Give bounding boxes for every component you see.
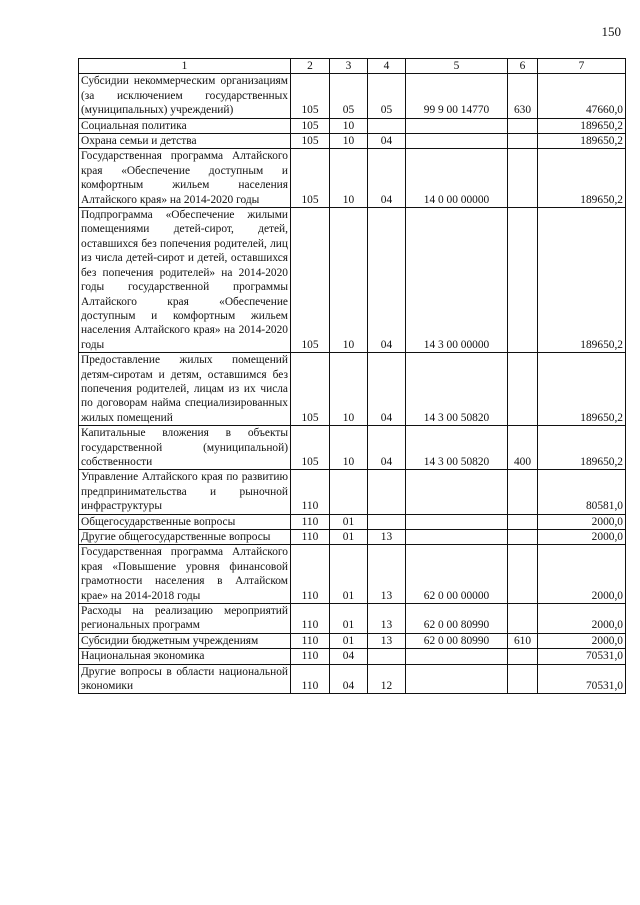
table-row [79,134,626,149]
row-amount: 189650,2 [538,426,626,470]
row-subsection-code: 04 [368,208,406,353]
row-ministry-code: 110 [291,514,330,529]
table-row [79,426,626,470]
table-row [79,530,626,545]
row-expense-type-code [508,514,538,529]
row-amount: 2000,0 [538,514,626,529]
row-expense-type-code [508,149,538,208]
row-target-article-code [406,664,508,694]
row-section-code: 10 [330,208,368,353]
row-expense-type-code [508,545,538,604]
row-amount: 2000,0 [538,545,626,604]
row-subsection-code: 04 [368,134,406,149]
row-section-code: 04 [330,649,368,664]
row-name: Предоставление жилых помещений детям-сиротам и детям, оставшимся без попечения родителей, лицам из их числа по договорам найма специализированных жилых помещений [79,353,291,426]
row-subsection-code [368,649,406,664]
row-expense-type-code [508,604,538,634]
row-amount: 80581,0 [538,470,626,514]
row-name: Социальная политика [79,118,291,133]
row-ministry-code: 110 [291,604,330,634]
table-row [79,664,626,694]
budget-table [78,58,626,694]
table-row [79,633,626,648]
row-amount: 189650,2 [538,134,626,149]
row-name: Охрана семьи и детства [79,134,291,149]
row-expense-type-code: 400 [508,426,538,470]
row-name: Капитальные вложения в объекты государственной (муниципальной) собственности [79,426,291,470]
row-amount: 189650,2 [538,118,626,133]
row-section-code: 04 [330,664,368,694]
row-expense-type-code [508,353,538,426]
row-section-code: 01 [330,633,368,648]
row-name: Управление Алтайского края по развитию предпринимательства и рыночной инфраструктуры [79,470,291,514]
row-amount: 189650,2 [538,149,626,208]
row-section-code: 01 [330,530,368,545]
row-name: Государственная программа Алтайского края «Повышение уровня финансовой грамотности населения в Алтайском крае» на 2014-2018 годы [79,545,291,604]
row-section-code: 05 [330,74,368,118]
page-number: 150 [601,24,621,39]
row-ministry-code: 110 [291,530,330,545]
row-subsection-code: 04 [368,149,406,208]
row-subsection-code: 04 [368,353,406,426]
row-section-code: 01 [330,545,368,604]
row-target-article-code: 62 0 00 80990 [406,633,508,648]
row-expense-type-code [508,470,538,514]
row-ministry-code: 110 [291,664,330,694]
row-target-article-code [406,530,508,545]
row-target-article-code: 14 0 00 00000 [406,149,508,208]
row-ministry-code: 105 [291,118,330,133]
row-name: Другие общегосударственные вопросы [79,530,291,545]
row-ministry-code: 110 [291,545,330,604]
row-subsection-code: 12 [368,664,406,694]
row-subsection-code: 05 [368,74,406,118]
row-amount: 189650,2 [538,208,626,353]
row-target-article-code: 14 3 00 00000 [406,208,508,353]
row-target-article-code: 62 0 00 80990 [406,604,508,634]
table-row [79,149,626,208]
table-row [79,545,626,604]
row-expense-type-code [508,664,538,694]
row-name: Подпрограмма «Обеспечение жилыми помещениями детей-сирот, детей, оставшихся без попечения родителей, лиц из числа детей-сирот и детей, оставшихся без попечения родителей» на 2014-2020 годы государственной программы Алтайского края «Обеспечение доступным и комфортным жильем населения Алтайского края» на 2014-2020 годы [79,208,291,353]
row-section-code: 10 [330,149,368,208]
row-section-code [330,470,368,514]
row-section-code: 10 [330,134,368,149]
row-section-code: 01 [330,514,368,529]
row-amount: 2000,0 [538,633,626,648]
table-row [79,470,626,514]
table-row [79,353,626,426]
column-header: 6 [508,59,538,74]
row-target-article-code [406,118,508,133]
row-target-article-code [406,514,508,529]
row-subsection-code [368,470,406,514]
row-subsection-code [368,118,406,133]
row-section-code: 01 [330,604,368,634]
row-amount: 70531,0 [538,664,626,694]
column-header: 1 [79,59,291,74]
column-header: 3 [330,59,368,74]
row-name: Субсидии некоммерческим организациям (за исключением государственных (муниципальных) учреждений) [79,74,291,118]
row-subsection-code: 13 [368,633,406,648]
row-name: Государственная программа Алтайского края «Обеспечение доступным и комфортным жильем населения Алтайского края» на 2014-2020 годы [79,149,291,208]
row-ministry-code: 105 [291,134,330,149]
row-expense-type-code [508,208,538,353]
row-amount: 189650,2 [538,353,626,426]
row-subsection-code [368,514,406,529]
column-header: 5 [406,59,508,74]
row-amount: 2000,0 [538,604,626,634]
row-expense-type-code: 630 [508,74,538,118]
row-section-code: 10 [330,353,368,426]
row-name: Другие вопросы в области национальной экономики [79,664,291,694]
row-section-code: 10 [330,426,368,470]
table-row [79,604,626,634]
row-target-article-code [406,649,508,664]
row-ministry-code: 110 [291,470,330,514]
table-row [79,118,626,133]
row-expense-type-code [508,118,538,133]
table-row [79,208,626,353]
row-section-code: 10 [330,118,368,133]
row-expense-type-code: 610 [508,633,538,648]
column-header: 7 [538,59,626,74]
row-subsection-code: 13 [368,604,406,634]
row-expense-type-code [508,134,538,149]
column-header: 4 [368,59,406,74]
column-header: 2 [291,59,330,74]
row-target-article-code [406,134,508,149]
row-subsection-code: 13 [368,545,406,604]
table-row [79,74,626,118]
header-row [79,59,626,74]
row-amount: 2000,0 [538,530,626,545]
row-ministry-code: 110 [291,649,330,664]
row-name: Расходы на реализацию мероприятий региональных программ [79,604,291,634]
row-subsection-code: 13 [368,530,406,545]
row-ministry-code: 105 [291,353,330,426]
row-amount: 47660,0 [538,74,626,118]
row-target-article-code: 14 3 00 50820 [406,353,508,426]
row-expense-type-code [508,649,538,664]
row-name: Национальная экономика [79,649,291,664]
row-target-article-code: 62 0 00 00000 [406,545,508,604]
table-row [79,514,626,529]
row-ministry-code: 105 [291,149,330,208]
row-ministry-code: 105 [291,426,330,470]
row-ministry-code: 105 [291,208,330,353]
row-expense-type-code [508,530,538,545]
row-amount: 70531,0 [538,649,626,664]
row-name: Субсидии бюджетным учреждениям [79,633,291,648]
row-target-article-code: 14 3 00 50820 [406,426,508,470]
row-target-article-code [406,470,508,514]
row-subsection-code: 04 [368,426,406,470]
row-target-article-code: 99 9 00 14770 [406,74,508,118]
row-ministry-code: 105 [291,74,330,118]
row-name: Общегосударственные вопросы [79,514,291,529]
table-row [79,649,626,664]
row-ministry-code: 110 [291,633,330,648]
